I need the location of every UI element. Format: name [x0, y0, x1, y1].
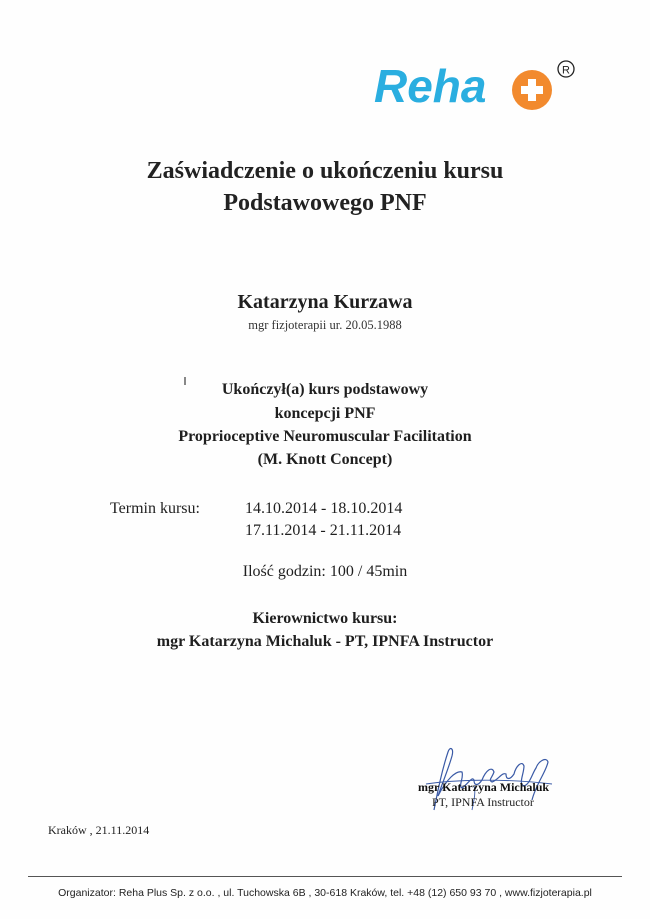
- footer-divider: [28, 876, 622, 877]
- place-and-date: Kraków , 21.11.2014: [48, 823, 150, 837]
- plus-circle-icon: [512, 70, 552, 110]
- participant-name: Katarzyna Kurzawa: [237, 291, 413, 313]
- leadership-label: Kierownictwo kursu:: [252, 610, 398, 627]
- course-line4: (M. Knott Concept): [257, 451, 393, 468]
- signatory-role: PT, IPNFA Instructor: [432, 795, 534, 809]
- certificate-title-line1: Zaświadczenie o ukończeniu kursu: [146, 158, 504, 184]
- footer-organizer: Organizator: Reha Plus Sp. z o.o. , ul. Tuchowska 6B , 30-618 Kraków, tel. +48 (12) 650 93 70 , www.fizjoterapia.pl: [58, 887, 592, 899]
- course-line1: Ukończył(a) kurs podstawowy: [221, 381, 429, 398]
- course-line3: Proprioceptive Neuromuscular Facilitation: [178, 428, 472, 445]
- signatory-name: mgr Katarzyna Michaluk: [418, 780, 550, 794]
- term-date-2: 17.11.2014 - 21.11.2014: [245, 522, 402, 539]
- participant-details: mgr fizjoterapii ur. 20.05.1988: [248, 318, 402, 332]
- leadership-person: mgr Katarzyna Michaluk - PT, IPNFA Instructor: [156, 633, 494, 650]
- course-line2: koncepcji PNF: [274, 405, 376, 422]
- certificate-title-line2: Podstawowego PNF: [223, 190, 427, 216]
- reha-logo: [372, 52, 582, 114]
- svg-text:Reha: Reha: [374, 60, 487, 112]
- term-label: Termin kursu:: [110, 500, 200, 517]
- hours-count: Ilość godzin: 100 / 45min: [242, 563, 408, 580]
- term-date-1: 14.10.2014 - 18.10.2014: [245, 500, 403, 517]
- svg-text:R: R: [562, 64, 570, 77]
